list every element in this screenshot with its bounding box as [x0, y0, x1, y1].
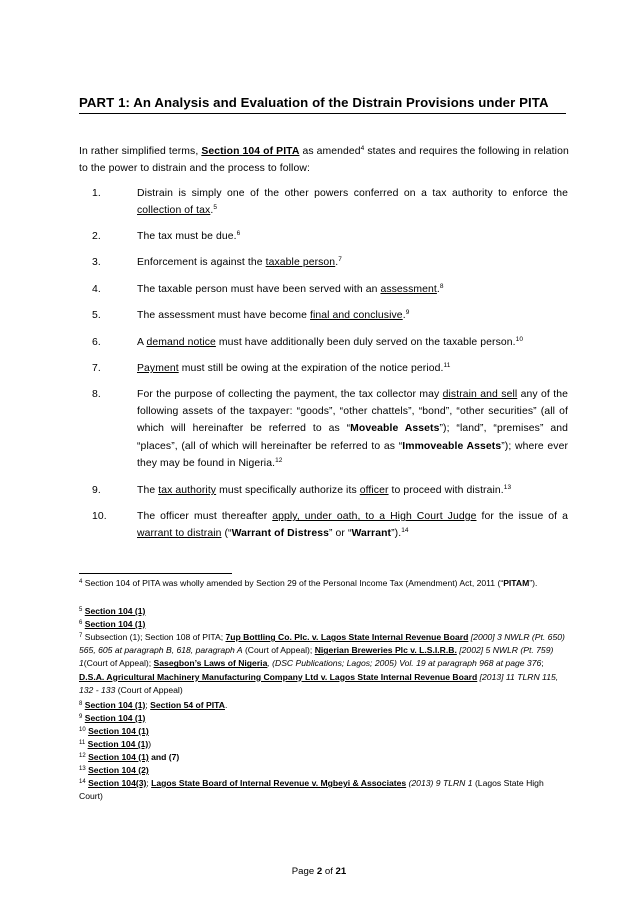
- page-footer: Page 2 of 21: [291, 866, 347, 877]
- footnote-ref[interactable]: 4: [360, 145, 365, 152]
- footnote-8: $^8$ Section 104 (1); Section 54 of PITA.: [79, 700, 228, 710]
- footnote-6: $^6$ Section 104 (1): [79, 619, 146, 629]
- item-number: 7.: [92, 363, 101, 374]
- footnote-11: $^{11}$ Section 104 (1)): [79, 739, 152, 749]
- section-link[interactable]: Section 104 (1): [84, 619, 146, 629]
- section-link[interactable]: Section 104 (1): [87, 739, 149, 749]
- item-number: 1.: [92, 188, 101, 199]
- tax-authority-link[interactable]: tax authority: [158, 485, 217, 496]
- footnote-13: $^{13}$ Section 104 (2): [79, 765, 149, 775]
- section-link[interactable]: Section 104 (1): [88, 752, 149, 762]
- case-link[interactable]: Nigerian Breweries Plc v. L.S.I.R.B.: [314, 645, 457, 656]
- officer-link[interactable]: officer: [359, 485, 389, 496]
- apply-high-court-link[interactable]: apply, under oath, to a High Court Judge: [272, 511, 477, 522]
- footnote-10: $^{10}$ Section 104 (1): [79, 726, 149, 736]
- section-link[interactable]: Section 104 (1): [84, 713, 146, 723]
- book-link[interactable]: Sasegbon’s Laws of Nigeria: [153, 658, 268, 669]
- item-number: 8.: [92, 389, 101, 400]
- item-number: 3.: [92, 257, 101, 268]
- case-link[interactable]: D.S.A. Agricultural Machinery Manufacturing Company Ltd v. Lagos State Internal Revenue Board: [79, 671, 478, 682]
- footnote-12: $^{12}$ Section 104 (1) and (7): [79, 752, 180, 762]
- footnote-5: $^5$ Section 104 (1): [79, 606, 146, 616]
- footnote-ref[interactable]: 6: [236, 230, 241, 237]
- footnote-9: $^9$ Section 104 (1): [79, 713, 146, 723]
- section-heading: PART 1: An Analysis and Evaluation of the Distrain Provisions under PITA: [79, 95, 566, 114]
- item-number: 4.: [92, 284, 101, 295]
- warrant-to-distrain-link[interactable]: warrant to distrain: [137, 528, 222, 540]
- section-link[interactable]: Section 104 (1): [84, 606, 146, 616]
- collection-of-tax-link[interactable]: collection of tax: [137, 205, 211, 217]
- final-and-conclusive-link[interactable]: final and conclusive: [310, 310, 403, 321]
- section-link[interactable]: Section 54 of PITA: [150, 700, 225, 710]
- footnote-ref[interactable]: 9: [405, 309, 410, 316]
- footnote-ref[interactable]: 8: [439, 283, 444, 290]
- item-number: 9.: [92, 485, 101, 496]
- footnote-ref[interactable]: 11: [443, 362, 451, 369]
- moveable-assets-term: Moveable Assets: [350, 423, 440, 435]
- taxable-person-link[interactable]: taxable person: [265, 257, 336, 268]
- intro-paragraph: In rather simplified terms, Section 104 of PITA as amended$^4$ states and requires the following in relation to the power to distrain and the process to follow:: [79, 145, 569, 174]
- footnote-ref[interactable]: 13: [503, 484, 512, 491]
- section-link[interactable]: Section 104 (2): [88, 765, 149, 775]
- case-link[interactable]: 7up Bottling Co. Plc. v. Lagos State Internal Revenue Board: [225, 632, 469, 642]
- footnote-ref[interactable]: 14: [401, 527, 409, 535]
- section-104-link[interactable]: Section 104 of PITA: [201, 146, 300, 157]
- assessment-link[interactable]: assessment: [380, 284, 437, 295]
- page-total: 21: [335, 866, 347, 877]
- demand-notice-link[interactable]: demand notice: [146, 337, 216, 348]
- distrain-and-sell-link[interactable]: distrain and sell: [442, 389, 518, 400]
- payment-link[interactable]: Payment: [137, 363, 179, 374]
- warrant-term: Warrant: [351, 528, 392, 540]
- item-number: 10.: [92, 511, 107, 522]
- item-number: 6.: [92, 337, 101, 348]
- item-number: 2.: [92, 231, 101, 242]
- footnote-ref[interactable]: 5: [213, 204, 218, 212]
- footnote-ref[interactable]: 12: [275, 456, 283, 464]
- item-number: 5.: [92, 310, 101, 321]
- footnote-divider: [79, 573, 232, 574]
- warrant-of-distress-term: Warrant of Distress: [231, 528, 329, 540]
- section-link[interactable]: Section 104 (1): [88, 726, 149, 736]
- footnote-14: $^{14}$ Section 104(3); Lagos State Board of Internal Revenue v. Mgbeyi & Associates (2013) 9 TLRN 1 (Lagos State High Court): [79, 778, 544, 802]
- footnote-7: $^7$ Subsection (1); Section 108 of PITA; 7up Bottling Co. Plc. v. Lagos State Internal Revenue Board [2000] 3 NWLR (Pt. 650) 565, 605 at paragraph B, 618, paragraph A (Court of Appeal); Nigerian Breweries Plc v. L.S.I.R.B. [2002] 5 NWLR (Pt. 759) 1(Court of Appeal); Sasegbon’s Laws of Nigeria, (DSC Publications; Lagos; 2005) Vol. 19 at paragraph 968 at page 376; D.S.A. Agricultural Machinery Manufacturing Company Ltd v. Lagos State Internal Revenue Board [2013] 11 TLRN 115, 132 - 133 (Court of Appeal): [79, 632, 565, 695]
- case-link[interactable]: Lagos State Board of Internal Revenue v. Mgbeyi & Associates: [151, 778, 407, 788]
- footnote-ref[interactable]: 10: [515, 336, 524, 343]
- footnote-4: $^4$ Section 104 of PITA was wholly amended by Section 29 of the Personal Income Tax (Amendment) Act, 2011 (“PITAM”).: [79, 578, 538, 588]
- section-link[interactable]: Section 104(3): [88, 778, 147, 788]
- section-link[interactable]: Section 104 (1): [84, 700, 146, 710]
- page-number: 2: [316, 866, 323, 877]
- footnote-ref[interactable]: 7: [338, 256, 342, 263]
- immoveable-assets-term: Immoveable Assets: [402, 440, 502, 452]
